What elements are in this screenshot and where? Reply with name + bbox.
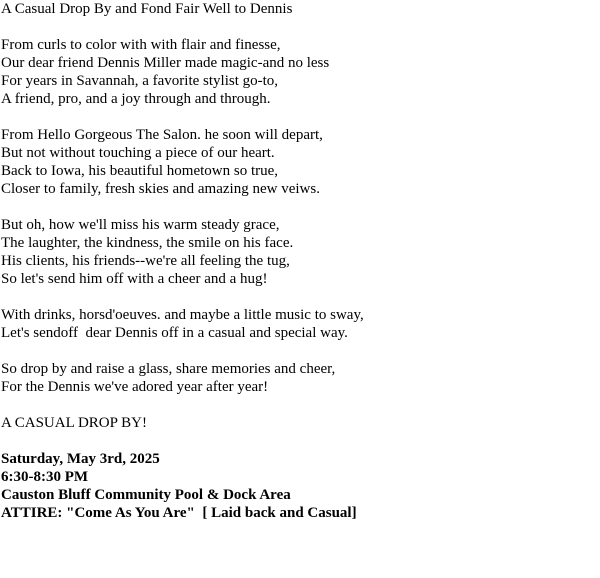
poem-line: With drinks, horsd'oeuves. and maybe a little music to sway,	[1, 307, 364, 323]
event-time: 6:30-8:30 PM	[1, 469, 89, 485]
event-details	[1, 450, 596, 522]
stanza-3	[1, 216, 596, 288]
poem-line: For the Dennis we've adored year after year!	[1, 379, 269, 395]
poem-line: The laughter, the kindness, the smile on his face.	[1, 235, 294, 251]
event-date: Saturday, May 3rd, 2025	[1, 451, 160, 467]
blank-line	[1, 342, 596, 360]
invitation-document	[1, 0, 596, 522]
blank-line	[1, 198, 596, 216]
poem-line: Back to Iowa, his beautiful hometown so true,	[1, 163, 279, 179]
poem-line: Closer to family, fresh skies and amazing new veiws.	[1, 181, 320, 197]
poem-line: So drop by and raise a glass, share memories and cheer,	[1, 361, 336, 377]
blank-line	[1, 108, 596, 126]
event-location: Causton Bluff Community Pool & Dock Area	[1, 487, 291, 503]
poem-line: Our dear friend Dennis Miller made magic-and no less	[1, 55, 330, 71]
blank-line	[1, 396, 596, 414]
poem-line: From curls to color with with flair and finesse,	[1, 37, 281, 53]
poem-line: His clients, his friends--we're all feeling the tug,	[1, 253, 290, 269]
stanza-4	[1, 306, 596, 342]
stanza-5	[1, 360, 596, 396]
poem-line: But not without touching a piece of our heart.	[1, 145, 275, 161]
poem-line: But oh, how we'll miss his warm steady grace,	[1, 217, 280, 233]
poem-line: So let's send him off with a cheer and a hug!	[1, 271, 268, 287]
headline: A CASUAL DROP BY!	[1, 415, 147, 431]
stanza-1	[1, 36, 596, 108]
poem-line: For years in Savannah, a favorite stylist go-to,	[1, 73, 279, 89]
stanza-2	[1, 126, 596, 198]
blank-line	[1, 18, 596, 36]
poem-line: A friend, pro, and a joy through and through.	[1, 91, 271, 107]
blank-line	[1, 288, 596, 306]
document-title: A Casual Drop By and Fond Fair Well to Dennis	[1, 1, 293, 17]
poem-line: From Hello Gorgeous The Salon. he soon will depart,	[1, 127, 323, 143]
blank-line	[1, 432, 596, 450]
poem-line: Let's sendoff dear Dennis off in a casual and special way.	[1, 325, 348, 341]
event-attire: ATTIRE: "Come As You Are" [ Laid back and Casual]	[1, 505, 357, 521]
